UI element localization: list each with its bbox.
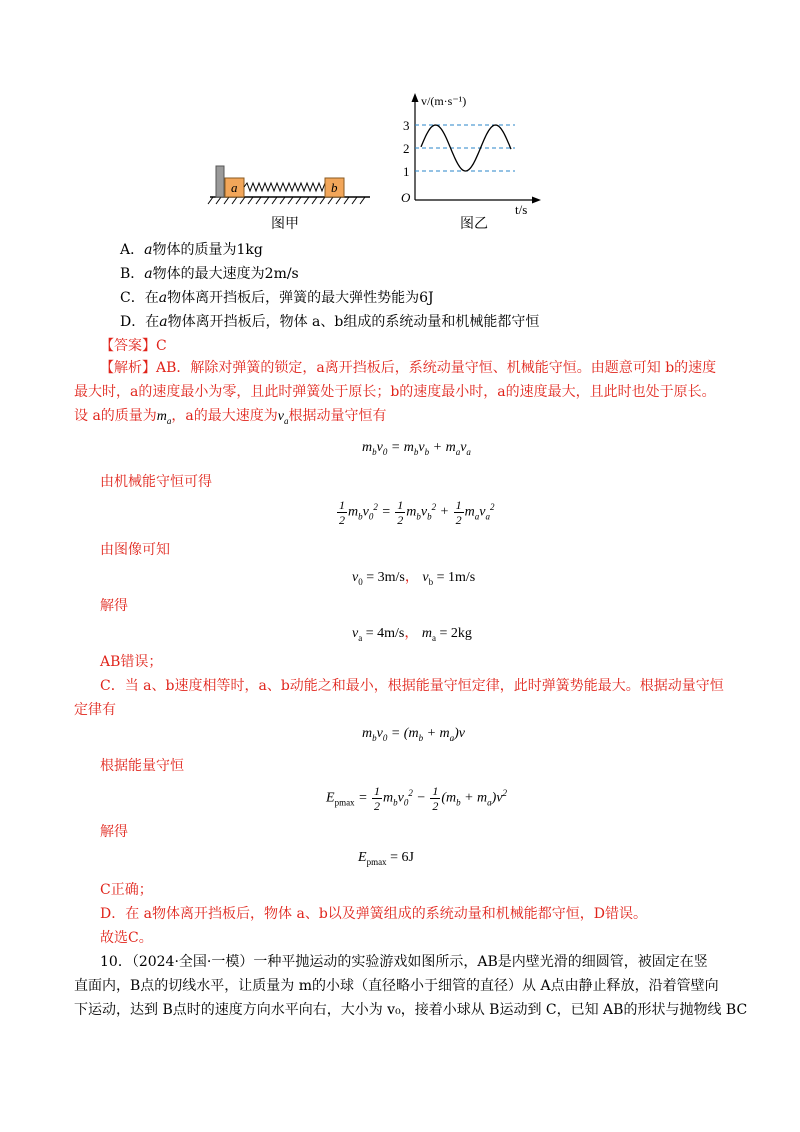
origin-label: O xyxy=(401,190,411,205)
analysis-c-right: C正确； xyxy=(100,882,153,898)
equation-epmax: $E_{pmax}$ = $\frac{1}{2}$ $m_bv_0^2$ − $\frac{1}{2}$ $(m_b + m_a)v^2$ xyxy=(326,784,508,813)
figure-yi-graph xyxy=(395,88,545,218)
figure-jia xyxy=(205,160,375,212)
q10-line-1: 10．（2024·全国·一模）一种平抛运动的实验游戏如图所示，AB是内壁光滑的细圆管，被固定在竖 xyxy=(100,954,708,970)
figure-yi-caption: 图乙 xyxy=(460,216,488,232)
equation-momentum: $m_bv_0 = m_bv_b + m_av_a$ xyxy=(362,440,471,457)
analysis-ab-wrong: AB错误； xyxy=(100,654,163,670)
tick-3: 3 xyxy=(403,118,410,133)
analysis-solve-2: 解得 xyxy=(100,824,128,840)
q10-line-2: 直面内，B点的切线水平，让质量为 m的小球（直径略小于细管的直径）从 A点由静止释放，沿着管壁向 xyxy=(74,978,719,994)
analysis-solve-1: 解得 xyxy=(100,598,128,614)
answer: 【答案】C xyxy=(100,338,167,354)
equation-velocities: $v_0 = 3m/s$， $v_b = 1m/s$ xyxy=(352,570,476,587)
block-a-label: a xyxy=(231,180,238,195)
analysis-line-2: 最大时，a的速度最小为零，且此时弹簧处于原长；b的速度最小时，a的速度最大，且此时也处于原长。 xyxy=(74,384,716,400)
spring xyxy=(244,183,330,191)
analysis-energy-intro: 由机械能守恒可得 xyxy=(100,474,212,490)
x-axis-label: t/s xyxy=(515,202,528,217)
tick-1: 1 xyxy=(403,164,410,179)
equation-result-2: $E_{pmax} = 6J$ xyxy=(358,850,414,867)
analysis-choose: 故选C。 xyxy=(100,930,153,946)
barrier xyxy=(216,166,224,197)
equation-common-velocity: $m_bv_0 = (m_b + m_a)v$ xyxy=(362,726,466,743)
q10-line-3: 下运动，达到 B点时的速度方向水平向右，大小为 v₀，接着小球从 B运动到 C，已知 AB的形状与抛物线 BC xyxy=(74,1002,748,1018)
equation-energy: $\frac{1}{2}$ $m_bv_0^2$ = $\frac{1}{2}$ $m_bv_b^2$ + $\frac{1}{2}$ $m_av_a^2$ xyxy=(339,498,495,527)
tick-2: 2 xyxy=(403,141,410,156)
equation-result-1: $v_a = 4m/s$， $m_a = 2kg$ xyxy=(352,626,472,643)
analysis-graph-intro: 由图像可知 xyxy=(100,542,170,558)
analysis-d: D．在 a物体离开挡板后，物体 a、b以及弹簧组成的系统动量和机械能都守恒，D错误。 xyxy=(100,906,648,922)
option-b: B．a物体的最大速度为2m/s xyxy=(120,266,299,282)
analysis-line-1: 【解析】AB．解除对弹簧的锁定，a离开挡板后，系统动量守恒、机械能守恒。由题意可知 b的速度 xyxy=(100,360,717,376)
analysis-c-line-1: C．当 a、b速度相等时，a、b动能之和最小，根据能量守恒定律，此时弹簧势能最大。根据动量守恒 xyxy=(100,678,724,694)
y-axis-label: v/(m·s⁻¹) xyxy=(421,94,467,108)
analysis-line-3: 设 a的质量为$m_a$，a的最大速度为$v_a$根据动量守恒有 xyxy=(74,408,387,426)
block-b-label: b xyxy=(331,180,338,195)
option-a: A．a物体的质量为1kg xyxy=(120,242,263,258)
analysis-c-line-2: 定律有 xyxy=(74,702,116,718)
figure-jia-caption: 图甲 xyxy=(271,216,299,232)
analysis-energy-2-intro: 根据能量守恒 xyxy=(100,758,184,774)
option-d: D．在a物体离开挡板后，物体 a、b组成的系统动量和机械能都守恒 xyxy=(120,314,540,330)
option-c: C．在a物体离开挡板后，弹簧的最大弹性势能为6J xyxy=(120,290,434,306)
